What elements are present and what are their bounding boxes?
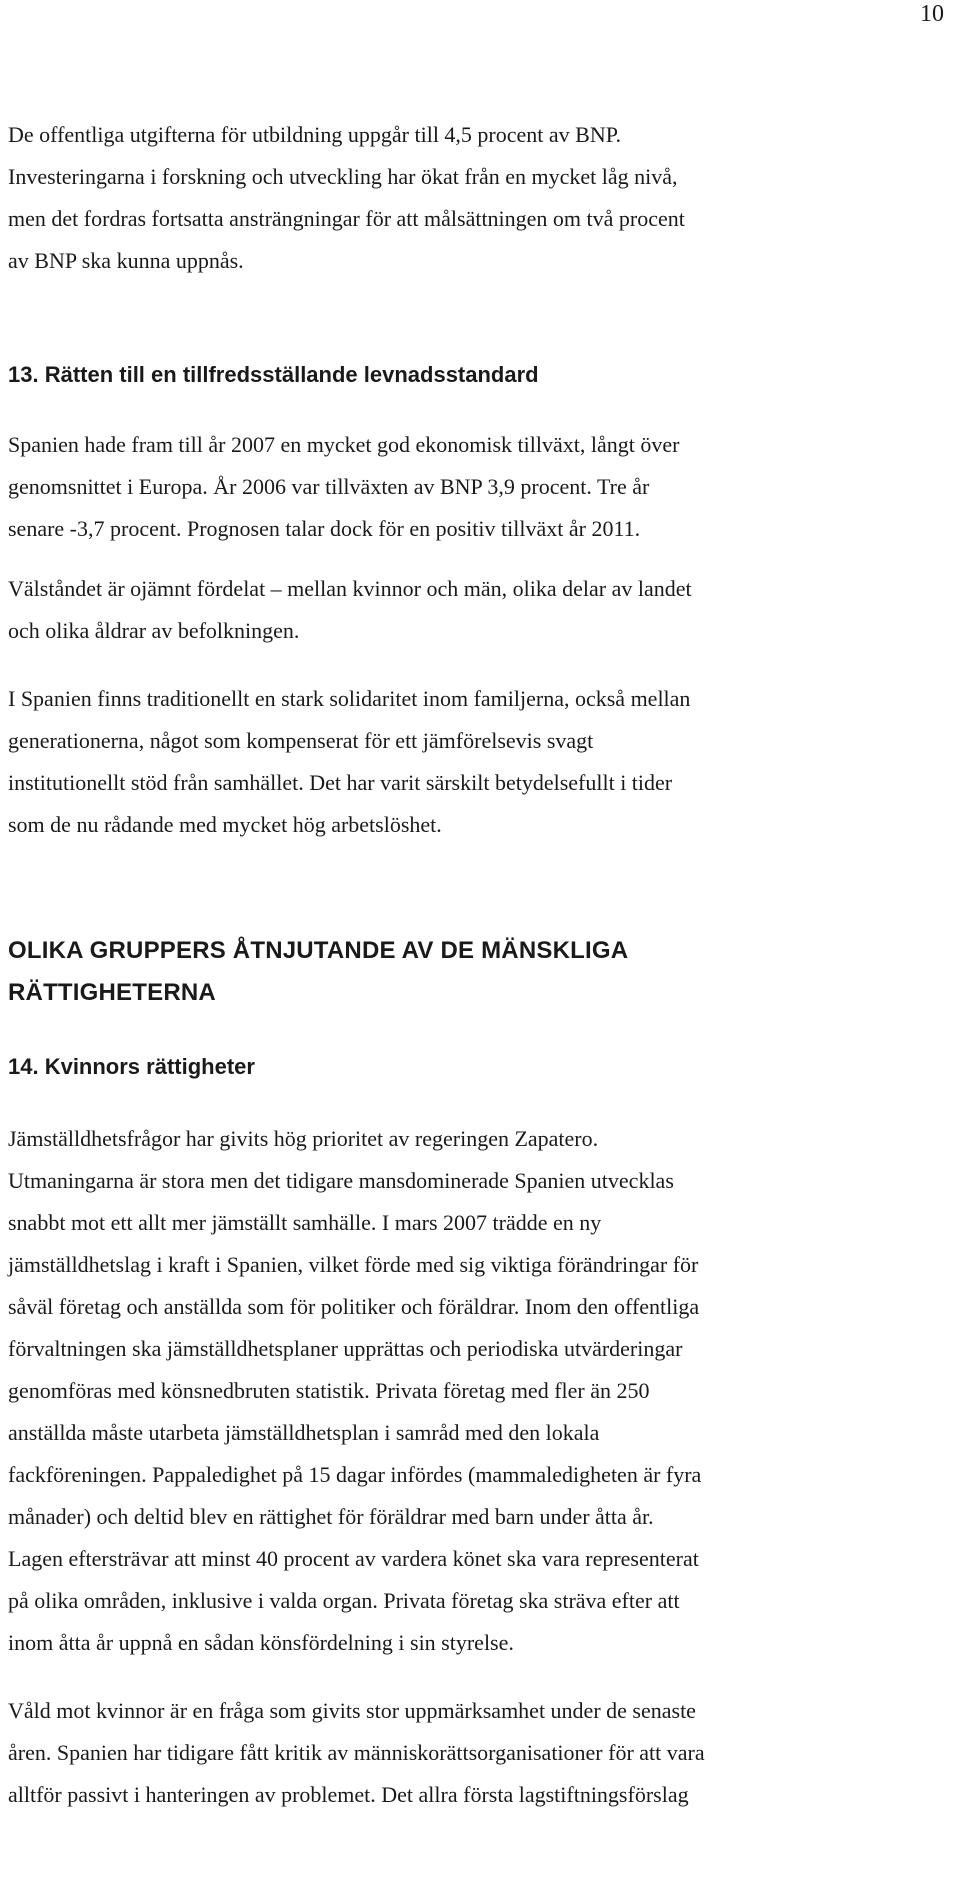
section-title-human-rights <box>8 930 952 1014</box>
section-title-line: RÄTTIGHETERNA <box>8 979 216 1006</box>
text-line: men det fordras fortsatta ansträngningar för att målsättningen om två procent <box>8 206 685 231</box>
text-line: Våld mot kvinnor är en fråga som givits stor uppmärksamhet under de senaste <box>8 1698 696 1723</box>
paragraph-welfare-distribution <box>8 568 952 652</box>
text-line: institutionellt stöd från samhället. Det har varit särskilt betydelsefullt i tider <box>8 770 673 795</box>
text-line: åren. Spanien har tidigare fått kritik av människorättsorganisationer för att vara <box>8 1740 705 1765</box>
text-line: anställda måste utarbeta jämställdhetsplan i samråd med den lokala <box>8 1420 600 1445</box>
heading-14-womens-rights: 14. Kvinnors rättigheter <box>8 1054 255 1079</box>
paragraph-violence-against-women <box>8 1690 952 1816</box>
text-line: Utmaningarna är stora men det tidigare mansdominerade Spanien utvecklas <box>8 1168 674 1193</box>
paragraph-family-solidarity <box>8 678 952 846</box>
text-line: månader) och deltid blev en rättighet för föräldrar med barn under åtta år. <box>8 1504 654 1529</box>
page-number: 10 <box>920 1 944 27</box>
text-line: på olika områden, inklusive i valda organ. Privata företag ska sträva efter att <box>8 1588 680 1613</box>
paragraph-economic-growth <box>8 424 952 550</box>
text-line: I Spanien finns traditionellt en stark solidaritet inom familjerna, också mellan <box>8 686 691 711</box>
text-line: Lagen eftersträvar att minst 40 procent av vardera könet ska vara representerat <box>8 1546 699 1571</box>
text-line: som de nu rådande med mycket hög arbetslöshet. <box>8 812 442 837</box>
text-line: inom åtta år uppnå en sådan könsfördelning i sin styrelse. <box>8 1630 514 1655</box>
text-line: Spanien hade fram till år 2007 en mycket god ekonomisk tillväxt, långt över <box>8 432 680 457</box>
paragraph-education-spending <box>8 114 952 282</box>
document-body <box>8 114 952 1816</box>
text-line: fackföreningen. Pappaledighet på 15 dagar infördes (mammaledigheten är fyra <box>8 1462 702 1487</box>
text-line: förvaltningen ska jämställdhetsplaner upprättas och periodiska utvärderingar <box>8 1336 683 1361</box>
text-line: Välståndet är ojämnt fördelat – mellan kvinnor och män, olika delar av landet <box>8 576 692 601</box>
text-line: jämställdhetslag i kraft i Spanien, vilket förde med sig viktiga förändringar för <box>8 1252 699 1277</box>
text-line: och olika åldrar av befolkningen. <box>8 618 300 643</box>
text-line: De offentliga utgifterna för utbildning uppgår till 4,5 procent av BNP. <box>8 122 622 147</box>
text-line: av BNP ska kunna uppnås. <box>8 248 244 273</box>
text-line: såväl företag och anställda som för politiker och föräldrar. Inom den offentliga <box>8 1294 700 1319</box>
text-line: genomföras med könsnedbruten statistik. Privata företag med fler än 250 <box>8 1378 650 1403</box>
text-line: snabbt mot ett allt mer jämställt samhälle. I mars 2007 trädde en ny <box>8 1210 602 1235</box>
paragraph-gender-equality <box>8 1118 952 1664</box>
text-line: genomsnittet i Europa. År 2006 var tillväxten av BNP 3,9 procent. Tre år <box>8 474 650 499</box>
text-line: alltför passivt i hanteringen av problemet. Det allra första lagstiftningsförslag <box>8 1782 689 1807</box>
text-line: Jämställdhetsfrågor har givits hög prioritet av regeringen Zapatero. <box>8 1126 599 1151</box>
section-title-line: OLIKA GRUPPERS ÅTNJUTANDE AV DE MÄNSKLIGA <box>8 937 629 964</box>
text-line: Investeringarna i forskning och utveckling har ökat från en mycket låg nivå, <box>8 164 678 189</box>
heading-13-living-standard: 13. Rätten till en tillfredsställande levnadsstandard <box>8 362 539 387</box>
text-line: generationerna, något som kompenserat för ett jämförelsevis svagt <box>8 728 594 753</box>
text-line: senare -3,7 procent. Prognosen talar dock för en positiv tillväxt år 2011. <box>8 516 641 541</box>
